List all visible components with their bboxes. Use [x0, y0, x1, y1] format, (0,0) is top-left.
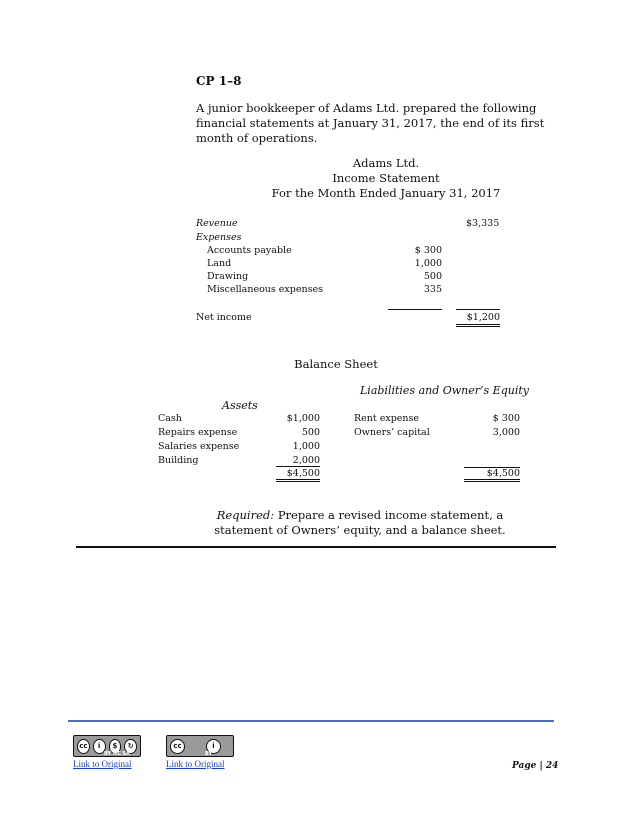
liabilities-heading: Liabilities and Owner’s Equity — [360, 384, 529, 397]
asset-amount: $1,000 — [286, 413, 320, 424]
expense-label: Miscellaneous expenses — [207, 284, 323, 295]
liability-amount: 3,000 — [492, 427, 520, 438]
income-statement-title: Income Statement — [332, 171, 440, 185]
revenue-amount: $3,335 — [466, 218, 500, 229]
asset-label: Salaries expense — [158, 441, 240, 452]
balance-sheet-title: Balance Sheet — [294, 357, 378, 371]
expense-label: Land — [207, 258, 232, 269]
link-to-original-1[interactable]: Link to Original — [73, 759, 132, 769]
badge1-caption: BY NC SA — [104, 751, 130, 757]
asset-amount: 1,000 — [292, 441, 320, 452]
asset-amount: 500 — [301, 427, 320, 438]
income-statement-period: For the Month Ended January 31, 2017 — [271, 186, 501, 200]
attribution-icon: i — [206, 739, 221, 754]
problem-heading: CP 1–8 — [196, 74, 242, 88]
required-label: Required: — [216, 508, 275, 522]
expense-amount: 1,000 — [414, 258, 442, 269]
expense-label: Accounts payable — [207, 245, 292, 256]
income-statement-title-block — [196, 156, 576, 201]
noncommercial-icon: $ — [109, 739, 122, 754]
expense-amount: 335 — [423, 284, 442, 295]
asset-amount: 2,000 — [276, 455, 320, 467]
expenses-label: Expenses — [196, 232, 242, 243]
liability-label: Rent expense — [354, 413, 420, 424]
footer-divider — [68, 720, 554, 722]
asset-label: Repairs expense — [158, 427, 238, 438]
net-income-label: Net income — [196, 312, 252, 323]
sharealike-icon: ↻ — [124, 739, 137, 754]
page-number: Page | 24 — [512, 761, 559, 771]
attribution-icon: i — [93, 739, 106, 754]
balance-sheet — [158, 413, 528, 483]
asset-label: Building — [158, 455, 199, 466]
revenue-label: Revenue — [196, 218, 238, 229]
section-divider — [76, 546, 556, 548]
required-note — [190, 508, 530, 538]
badge2-caption: BY — [205, 751, 213, 757]
liabilities-total: $4,500 — [464, 468, 520, 482]
expense-total-rule — [388, 309, 442, 310]
company-name: Adams Ltd. — [352, 156, 420, 170]
cc-logo-icon: cc — [77, 739, 90, 754]
net-income-top-rule — [456, 309, 500, 310]
cc-logo-icon: cc — [170, 739, 185, 754]
expense-label: Drawing — [207, 271, 249, 282]
assets-total: $4,500 — [276, 468, 320, 482]
expense-amount: 500 — [423, 271, 442, 282]
income-statement — [196, 218, 506, 338]
assets-heading: Assets — [222, 399, 258, 412]
link-to-original-2[interactable]: Link to Original — [166, 759, 225, 769]
problem-intro: A junior bookkeeper of Adams Ltd. prepared the following financial statements at January 31, 2017, the end of its first month of operations. — [196, 101, 545, 145]
cc-by-badge[interactable] — [166, 735, 234, 757]
expense-amount: $ 300 — [414, 245, 442, 256]
liability-amount: $ 300 — [492, 413, 520, 424]
net-income-amount: $1,200 — [456, 312, 500, 327]
liability-label: Owners’ capital — [354, 427, 430, 438]
required-text: Prepare a revised income statement, a statement of Owners’ equity, and a balance sheet. — [214, 508, 506, 537]
asset-label: Cash — [158, 413, 182, 424]
